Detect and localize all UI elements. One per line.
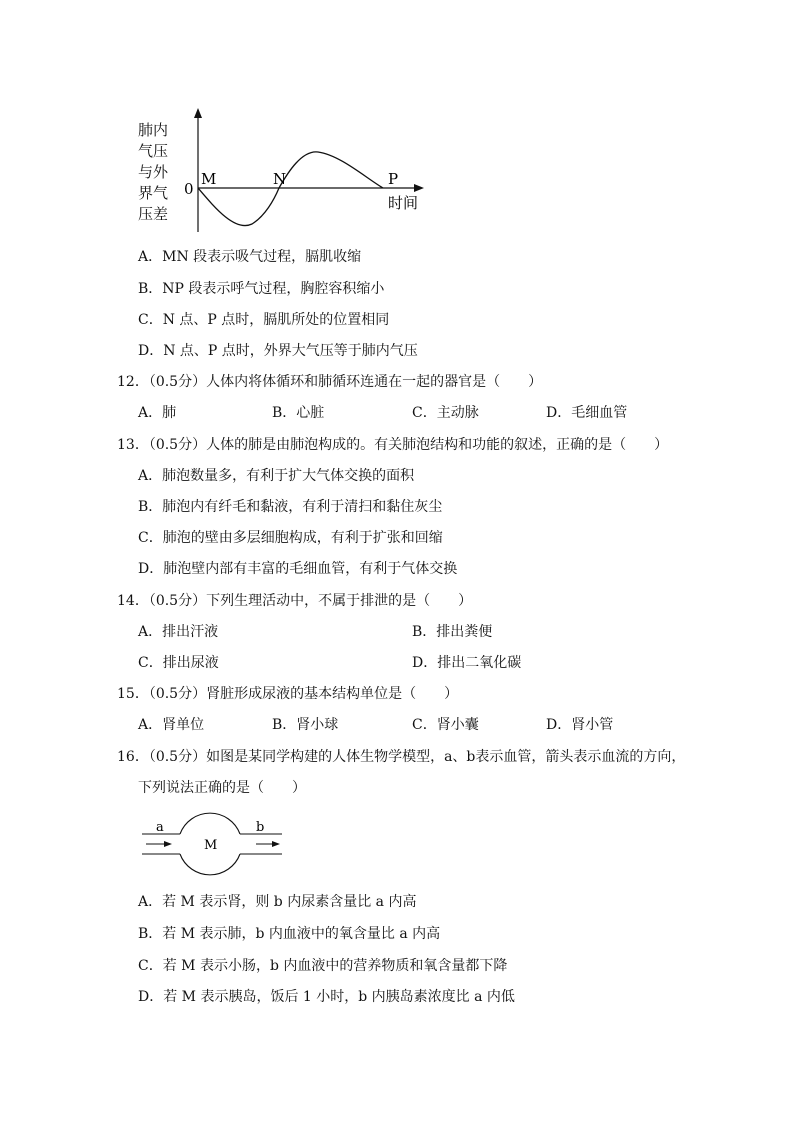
q11-option-c: C．N 点、P 点时，膈肌所处的位置相同 bbox=[138, 312, 390, 328]
q13-option-a: A．肺泡数量多，有利于扩大气体交换的面积 bbox=[138, 468, 415, 484]
q14-option-b: B．排出粪便 bbox=[412, 624, 493, 640]
q13-option-d: D．肺泡壁内部有丰富的毛细血管，有利于气体交换 bbox=[138, 561, 458, 577]
y-axis-arrow bbox=[194, 108, 202, 118]
q16-option-d: D．若 M 表示胰岛，饭后 1 小时，b 内胰岛素浓度比 a 内低 bbox=[138, 989, 515, 1005]
q11-option-d: D．N 点、P 点时，外界大气压等于肺内气压 bbox=[138, 343, 418, 359]
y-label-line: 与外 bbox=[138, 163, 169, 181]
q13-stem: 13．（0.5分）人体的肺是由肺泡构成的。有关肺泡结构和功能的叙述，正确的是（ ） bbox=[117, 437, 669, 453]
q15-option-d: D．肾小管 bbox=[546, 717, 614, 733]
organ-m-label: M bbox=[204, 838, 218, 853]
point-m-label: M bbox=[201, 170, 217, 188]
q14-stem: 14．（0.5分）下列生理活动中，不属于排泄的是（ ） bbox=[117, 593, 473, 609]
q15-stem: 15．（0.5分）肾脏形成尿液的基本结构单位是（ ） bbox=[117, 686, 459, 702]
q12-option-a: A．肺 bbox=[138, 405, 177, 421]
q15-option-b: B．肾小球 bbox=[272, 717, 339, 733]
q14-option-c: C．排出尿液 bbox=[138, 655, 219, 671]
q12-option-d: D．毛细血管 bbox=[546, 405, 628, 421]
point-n-label: N bbox=[273, 170, 287, 188]
organ-model-diagram bbox=[138, 810, 288, 878]
q16-stem-line2: 下列说法正确的是（ ） bbox=[138, 780, 306, 796]
q12-stem: 12．（0.5分）人体内将体循环和肺循环连通在一起的器官是（ ） bbox=[117, 374, 543, 390]
q11-option-b: B．NP 段表示呼气过程，胸腔容积缩小 bbox=[138, 281, 385, 297]
q12-option-b: B．心脏 bbox=[272, 405, 325, 421]
arrow-in-head bbox=[164, 841, 172, 847]
q14-option-a: A．排出汗液 bbox=[138, 624, 219, 640]
q13-option-c: C．肺泡的壁由多层细胞构成，有利于扩张和回缩 bbox=[138, 530, 443, 546]
point-p-label: P bbox=[388, 170, 399, 188]
arrow-out-head bbox=[272, 841, 280, 847]
q16-option-b: B．若 M 表示肺，b 内血液中的氧含量比 a 内高 bbox=[138, 926, 441, 942]
y-label-line: 肺内 bbox=[138, 121, 169, 139]
q16-option-a: A．若 M 表示肾，则 b 内尿素含量比 a 内高 bbox=[138, 894, 417, 910]
q12-option-c: C．主动脉 bbox=[412, 405, 479, 421]
vessel-a-label: a bbox=[156, 820, 164, 835]
pressure-graph bbox=[170, 100, 440, 235]
q16-stem-line1: 16．（0.5分）如图是某同学构建的人体生物学模型，a、b表示血管，箭头表示血流的方向， bbox=[117, 749, 686, 765]
y-label-line: 压差 bbox=[138, 205, 169, 223]
x-axis-label: 时间 bbox=[388, 194, 419, 212]
origin-label: 0 bbox=[184, 180, 194, 198]
q15-option-c: C．肾小囊 bbox=[412, 717, 479, 733]
q11-option-a: A．MN 段表示吸气过程，膈肌收缩 bbox=[138, 249, 362, 265]
graph-y-axis-label bbox=[138, 120, 170, 225]
q13-option-b: B．肺泡内有纤毛和黏液，有利于清扫和黏住灰尘 bbox=[138, 499, 443, 515]
q15-option-a: A．肾单位 bbox=[138, 717, 205, 733]
pressure-curve bbox=[198, 152, 383, 226]
y-label-line: 气压 bbox=[138, 142, 169, 160]
y-label-line: 界气 bbox=[138, 184, 169, 202]
q14-option-d: D．排出二氧化碳 bbox=[412, 655, 522, 671]
x-axis-arrow bbox=[414, 184, 424, 192]
q16-option-c: C．若 M 表示小肠，b 内血液中的营养物质和氧含量都下降 bbox=[138, 958, 508, 974]
vessel-b-label: b bbox=[256, 820, 265, 835]
